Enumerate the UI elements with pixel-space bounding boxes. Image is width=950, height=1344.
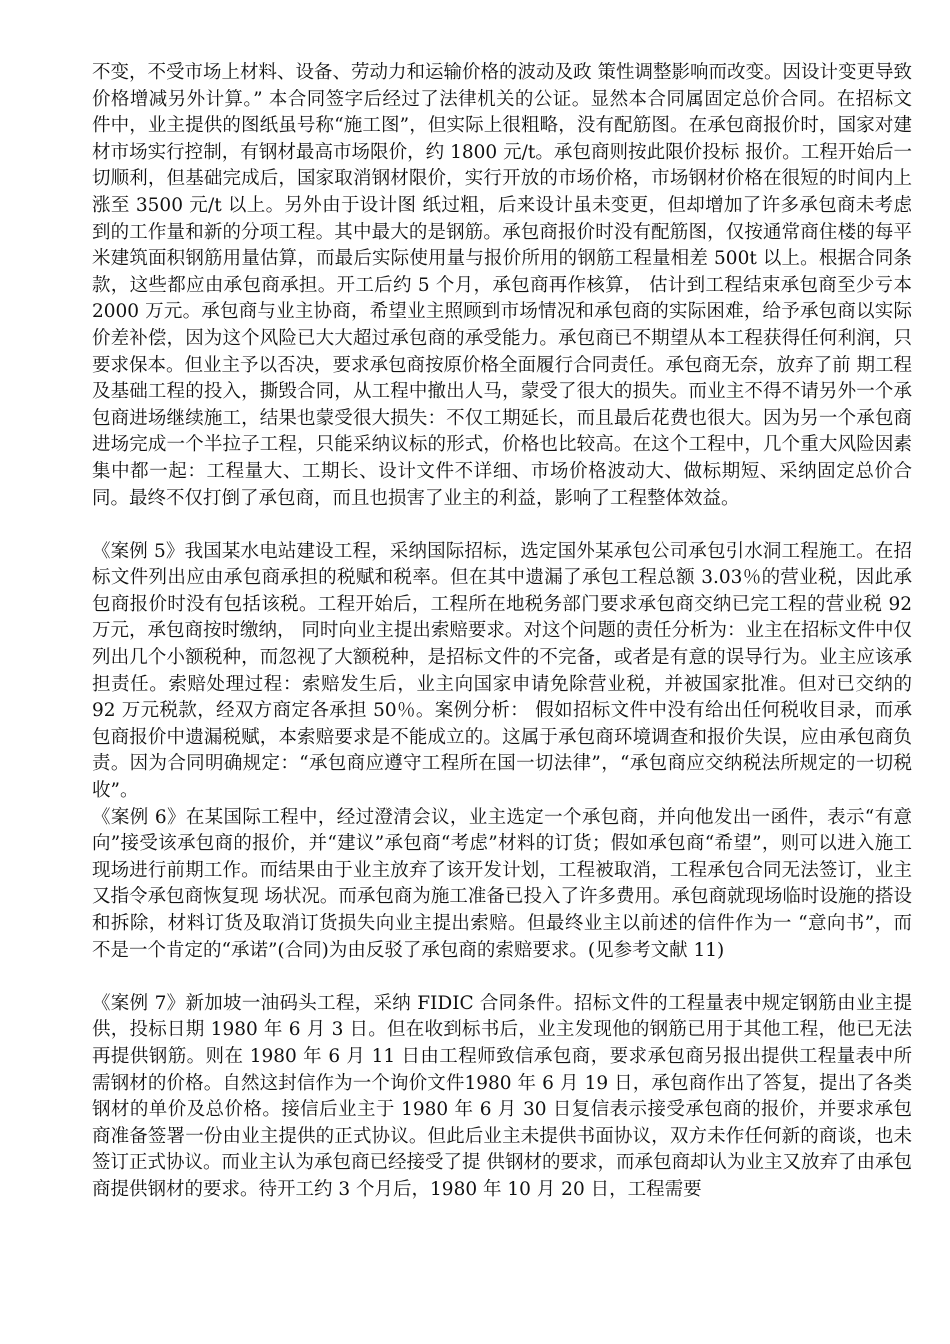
paragraph-case-5: 《案例 5》我国某水电站建设工程，采纳国际招标，选定国外某承包公司承包引水洞工程施工。在招标文件列出应由承包商承担的税赋和税率。但在其中遗漏了承包工程总额 3.03％的营业税，因此承包商报价时没有包括该税。工程开始后，工程所在地税务部门要求承包商交纳已完工程的营业税 92 万元，承包商按时缴纳， 同时向业主提出索赔要求。对这个问题的责任分析为：业主在招标文件中仅列出几个小额税种，而忽视了大额税种，是招标文件的不完备，或者是有意的误导行为。业主应该承担责任。索赔处理过程：索赔发生后，业主向国家申请免除营业税，并被国家批准。但对已交纳的 92 万元税款，经双方商定各承担 50％。案例分析： 假如招标文件中没有给出任何税收目录，而承包商报价中遗漏税赋，本索赔要求是不能成立的。这属于承包商环境调查和报价失误，应由承包商负责。因为合同明确规定：“承包商应遵守工程所在国一切法律”，“承包商应交纳税法所规定的一切税收”。: [92, 540, 912, 802]
paragraph-case-6: 《案例 6》在某国际工程中，经过澄清会议，业主选定一个承包商，并向他发出一函件，表示“有意向”接受该承包商的报价，并“建议”承包商“考虑”材料的订货；假如承包商“希望”，则可以进入施工现场进行前期工作。而结果由于业主放弃了该开发计划，工程被取消，工程承包合同无法签订，业主又指令承包商恢复现 场状况。而承包商为施工准备已投入了许多费用。承包商就现场临时设施的搭设和拆除，材料订货及取消订货损失向业主提出索赔。但最终业主以前述的信件作为一 “意向书”，而不是一个肯定的“承诺”(合同)为由反驳了承包商的索赔要求。(见参考文献 11): [92, 806, 912, 961]
document-page: [92, 60, 912, 1204]
paragraph-gap: [92, 964, 912, 991]
paragraph-case-7: 《案例 7》新加坡一油码头工程，采纳 FIDIC 合同条件。招标文件的工程量表中规定钢筋由业主提供，投标日期 1980 年 6 月 3 日。但在收到标书后，业主发现他的钢筋已用于其他工程，他已无法再提供钢筋。则在 1980 年 6 月 11 日由工程师致信承包商，要求承包商另报出提供工程量表中所需钢材的价格。自然这封信作为一个询价文件1980 年 6 月 19 日，承包商作出了答复，提出了各类钢材的单价及总价格。接信后业主于 1980 年 6 月 30 日复信表示接受承包商的报价，并要求承包商准备签署一份由业主提供的正式协议。但此后业主未提供书面协议，双方未作任何新的商谈，也未签订正式协议。而业主认为承包商已经接受了提 供钢材的要求，而承包商却认为业主又放弃了由承包商提供钢材的要求。待开工约 3 个月后，1980 年 10 月 20 日，工程需要: [92, 992, 912, 1200]
paragraph-case-4-continued: 不变，不受市场上材料、设备、劳动力和运输价格的波动及政 策性调整影响而改变。因设计变更导致价格增减另外计算。” 本合同签字后经过了法律机关的公证。显然本合同属固定总价合同。在招标文件中，业主提供的图纸虽号称“施工图”，但实际上很粗略，没有配筋图。在承包商报价时，国家对建材市场实行控制，有钢材最高市场限价，约 1800 元/t。承包商则按此限价投标 报价。工程开始后一切顺利，但基础完成后，国家取消钢材限价，实行开放的市场价格，市场钢材价格在很短的时间内上涨至 3500 元/t 以上。另外由于设计图 纸过粗，后来设计虽未变更，但却增加了许多承包商未考虑到的工作量和新的分项工程。其中最大的是钢筋。承包商报价时没有配筋图，仅按通常商住楼的每平米建筑面积钢筋用量估算，而最后实际使用量与报价所用的钢筋工程量相差 500t 以上。根据合同条款，这些都应由承包商承担。开工后约 5 个月，承包商再作核算， 估计到工程结束承包商至少亏本 2000 万元。承包商与业主协商，希望业主照顾到市场情况和承包商的实际困难，给予承包商以实际价差补偿，因为这个风险已大大超过承包商的承受能力。承包商已不期望从本工程获得任何利润，只要求保本。但业主予以否决，要求承包商按原价格全面履行合同责任。承包商无奈，放弃了前 期工程及基础工程的投入，撕毁合同，从工程中撤出人马，蒙受了很大的损失。而业主不得不请另外一个承包商进场继续施工，结果也蒙受很大损失：不仅工期延长，而且最后花费也很大。因为另一个承包商进场完成一个半拉子工程，只能采纳议标的形式，价格也比较高。在这个工程中，几个重大风险因素集中都一起：工程量大、工期长、设计文件不详细、市场价格波动大、做标期短、采纳固定总价合同。最终不仅打倒了承包商，而且也损害了业主的利益，影响了工程整体效益。: [92, 62, 912, 509]
paragraph-gap: [92, 512, 912, 539]
